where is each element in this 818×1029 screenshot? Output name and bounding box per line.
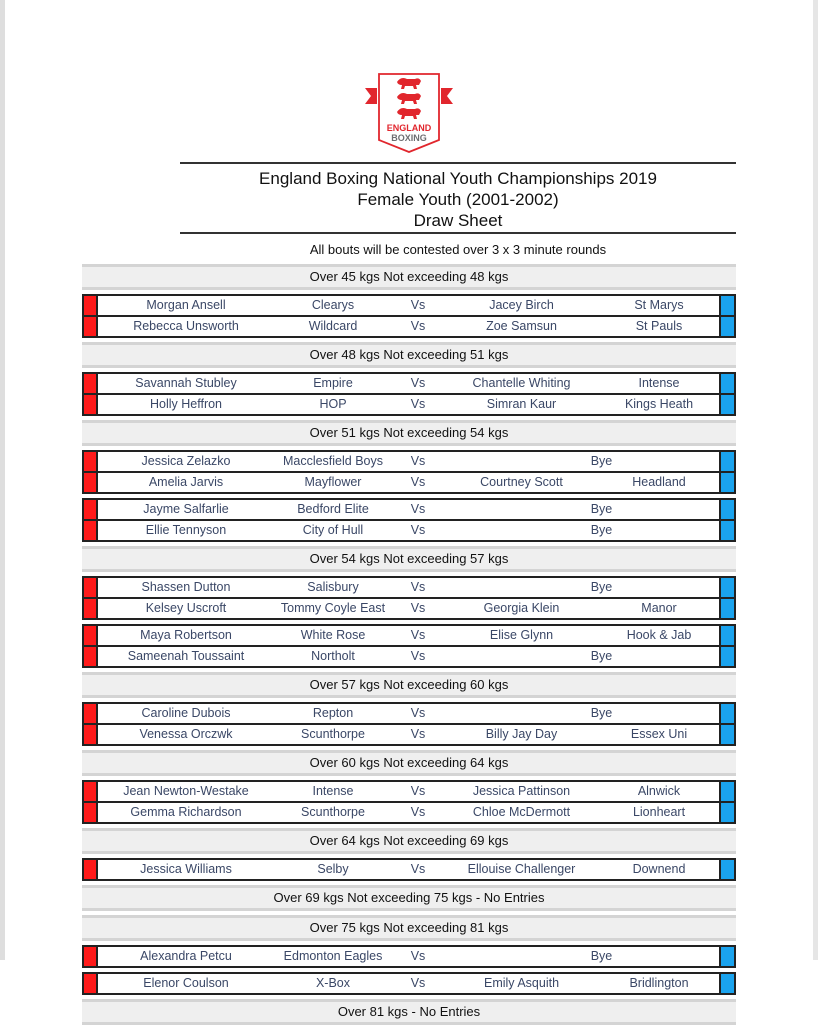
blue-boxer-name: Jacey Birch [489, 298, 554, 312]
vs-label: Vs [410, 580, 426, 594]
bout-row [84, 704, 734, 723]
document-title: England Boxing National Youth Championships 2019 [259, 169, 657, 188]
red-boxer-club: HOP [319, 397, 347, 411]
blue-boxer-name: Chantelle Whiting [472, 376, 571, 390]
red-corner-marker [84, 521, 98, 540]
red-corner-marker [84, 500, 98, 519]
blue-corner-marker [719, 704, 734, 723]
blue-corner-marker [719, 473, 734, 492]
weight-class-header: Over 45 kgs Not exceeding 48 kgs [82, 264, 736, 290]
bout-group [82, 702, 736, 746]
bout-row [84, 947, 734, 966]
red-corner-marker [84, 647, 98, 666]
blue-corner-marker [719, 578, 734, 597]
weight-class-header: Over 57 kgs Not exceeding 60 kgs [82, 672, 736, 698]
bout-group [82, 945, 736, 968]
blue-corner-marker [719, 374, 734, 393]
bye-label: Bye [590, 949, 613, 963]
red-boxer-club: Empire [313, 376, 353, 390]
red-boxer-name: Sameenah Toussaint [127, 649, 245, 663]
vs-label: Vs [410, 397, 426, 411]
red-boxer-name: Elenor Coulson [143, 976, 229, 990]
red-boxer-club: Selby [317, 862, 349, 876]
red-corner-marker [84, 452, 98, 471]
weight-class-header: Over 60 kgs Not exceeding 64 kgs [82, 750, 736, 776]
vs-label: Vs [410, 805, 426, 819]
bout-group [82, 450, 736, 494]
blue-boxer-name: Jessica Pattinson [472, 784, 571, 798]
red-boxer-name: Holly Heffron [149, 397, 223, 411]
red-boxer-club: White Rose [300, 628, 366, 642]
blue-corner-marker [719, 296, 734, 315]
vs-label: Vs [410, 727, 426, 741]
red-boxer-name: Shassen Dutton [141, 580, 231, 594]
blue-corner-marker [719, 599, 734, 618]
bout-row [84, 296, 734, 315]
red-boxer-name: Alexandra Petcu [140, 949, 232, 963]
red-corner-marker [84, 725, 98, 744]
vs-label: Vs [410, 454, 426, 468]
red-boxer-name: Savannah Stubley [135, 376, 237, 390]
vs-label: Vs [410, 475, 426, 489]
blue-corner-marker [719, 947, 734, 966]
red-boxer-club: Northolt [311, 649, 355, 663]
blue-boxer-name: Elise Glynn [489, 628, 554, 642]
red-boxer-club: Clearys [311, 298, 355, 312]
blue-boxer-club: Hook & Jab [626, 628, 692, 642]
bye-label: Bye [590, 580, 613, 594]
blue-boxer-club: Downend [632, 862, 686, 876]
vs-label: Vs [410, 706, 426, 720]
weight-class-header: Over 54 kgs Not exceeding 57 kgs [82, 546, 736, 572]
red-boxer-club: Scunthorpe [301, 727, 365, 741]
blue-corner-marker [719, 860, 734, 879]
sheet-name: Draw Sheet [413, 211, 503, 230]
vs-label: Vs [410, 502, 426, 516]
bye-label: Bye [590, 649, 613, 663]
blue-corner-marker [719, 782, 734, 801]
vs-label: Vs [410, 376, 426, 390]
red-boxer-name: Morgan Ansell [146, 298, 226, 312]
bye-label: Bye [590, 706, 613, 720]
weight-class-header: Over 64 kgs Not exceeding 69 kgs [82, 828, 736, 854]
bout-group [82, 576, 736, 620]
blue-corner-marker [719, 452, 734, 471]
vs-label: Vs [410, 949, 426, 963]
bout-row [84, 519, 734, 540]
red-boxer-name: Gemma Richardson [130, 805, 242, 819]
bye-label: Bye [590, 523, 613, 537]
england-boxing-logo [363, 70, 455, 154]
bout-row [84, 860, 734, 879]
bout-row [84, 723, 734, 744]
document-subtitle: Female Youth (2001-2002) [357, 190, 559, 209]
red-boxer-name: Jean Newton-Westake [123, 784, 249, 798]
blue-boxer-club: Headland [632, 475, 686, 489]
vs-label: Vs [410, 976, 426, 990]
blue-boxer-name: Ellouise Challenger [467, 862, 576, 876]
vs-label: Vs [410, 319, 426, 333]
red-boxer-name: Jessica Zelazko [141, 454, 231, 468]
blue-boxer-club: St Pauls [635, 319, 683, 333]
weight-class-header: Over 48 kgs Not exceeding 51 kgs [82, 342, 736, 368]
vs-label: Vs [410, 862, 426, 876]
blue-boxer-name: Georgia Klein [483, 601, 560, 615]
logo-text-england: ENGLAND [386, 123, 432, 133]
blue-boxer-club: Intense [638, 376, 680, 390]
page-edge-left [0, 0, 5, 960]
red-corner-marker [84, 626, 98, 645]
draw-sheet [82, 264, 736, 1029]
blue-boxer-name: Simran Kaur [486, 397, 557, 411]
bout-group [82, 372, 736, 416]
blue-corner-marker [719, 317, 734, 336]
bout-row [84, 452, 734, 471]
red-boxer-club: City of Hull [302, 523, 364, 537]
blue-corner-marker [719, 500, 734, 519]
red-boxer-name: Venessa Orczwk [139, 727, 233, 741]
bout-group [82, 972, 736, 995]
vs-label: Vs [410, 298, 426, 312]
bout-row [84, 782, 734, 801]
weight-class-header: Over 81 kgs - No Entries [82, 999, 736, 1025]
bout-row [84, 578, 734, 597]
blue-boxer-name: Courtney Scott [480, 475, 563, 489]
red-boxer-club: Scunthorpe [301, 805, 365, 819]
bout-row [84, 597, 734, 618]
red-corner-marker [84, 860, 98, 879]
blue-boxer-club: Bridlington [629, 976, 689, 990]
blue-boxer-name: Emily Asquith [483, 976, 560, 990]
blue-boxer-club: Manor [641, 601, 677, 615]
red-boxer-name: Rebecca Unsworth [133, 319, 239, 333]
red-corner-marker [84, 599, 98, 618]
red-corner-marker [84, 395, 98, 414]
bout-row [84, 645, 734, 666]
vs-label: Vs [410, 523, 426, 537]
red-corner-marker [84, 947, 98, 966]
blue-boxer-club: Kings Heath [624, 397, 694, 411]
logo-text-boxing: BOXING [391, 133, 427, 143]
red-boxer-name: Jayme Salfarlie [143, 502, 229, 516]
red-boxer-name: Caroline Dubois [141, 706, 231, 720]
red-boxer-club: Salisbury [307, 580, 359, 594]
rounds-note: All bouts will be contested over 3 x 3 minute rounds [309, 242, 607, 257]
red-corner-marker [84, 578, 98, 597]
bout-row [84, 374, 734, 393]
bye-label: Bye [590, 454, 613, 468]
bout-row [84, 315, 734, 336]
blue-boxer-name: Zoe Samsun [486, 319, 557, 333]
red-corner-marker [84, 704, 98, 723]
red-corner-marker [84, 803, 98, 822]
blue-corner-marker [719, 626, 734, 645]
bout-group [82, 858, 736, 881]
blue-boxer-club: St Marys [634, 298, 684, 312]
red-boxer-club: Tommy Coyle East [280, 601, 386, 615]
bout-row [84, 500, 734, 519]
bout-row [84, 393, 734, 414]
blue-corner-marker [719, 521, 734, 540]
blue-corner-marker [719, 647, 734, 666]
bout-row [84, 626, 734, 645]
red-boxer-club: Bedford Elite [297, 502, 369, 516]
red-boxer-club: X-Box [315, 976, 351, 990]
blue-corner-marker [719, 395, 734, 414]
blue-boxer-club: Essex Uni [630, 727, 688, 741]
weight-class-header: Over 75 kgs Not exceeding 81 kgs [82, 915, 736, 941]
blue-boxer-club: Alnwick [637, 784, 681, 798]
red-boxer-name: Maya Robertson [140, 628, 232, 642]
lions-icon [397, 78, 421, 119]
vs-label: Vs [410, 649, 426, 663]
blue-corner-marker [719, 803, 734, 822]
bye-label: Bye [590, 502, 613, 516]
blue-corner-marker [719, 725, 734, 744]
bout-group [82, 780, 736, 824]
red-boxer-club: Intense [312, 784, 354, 798]
red-boxer-club: Macclesfield Boys [282, 454, 384, 468]
bout-row [84, 801, 734, 822]
blue-boxer-club: Lionheart [632, 805, 686, 819]
bout-group [82, 498, 736, 542]
red-corner-marker [84, 782, 98, 801]
red-boxer-name: Jessica Williams [140, 862, 232, 876]
weight-class-header: Over 69 kgs Not exceeding 75 kgs - No Entries [82, 885, 736, 911]
blue-corner-marker [719, 974, 734, 993]
red-boxer-club: Mayflower [304, 475, 362, 489]
weight-class-header: Over 51 kgs Not exceeding 54 kgs [82, 420, 736, 446]
red-boxer-name: Kelsey Uscroft [145, 601, 227, 615]
blue-boxer-name: Billy Jay Day [485, 727, 558, 741]
red-corner-marker [84, 374, 98, 393]
red-corner-marker [84, 473, 98, 492]
red-boxer-club: Edmonton Eagles [283, 949, 383, 963]
vs-label: Vs [410, 601, 426, 615]
red-boxer-club: Wildcard [308, 319, 358, 333]
red-boxer-name: Ellie Tennyson [145, 523, 227, 537]
page-edge-right [813, 0, 818, 960]
red-boxer-club: Repton [312, 706, 354, 720]
blue-boxer-name: Chloe McDermott [472, 805, 571, 819]
bout-group [82, 624, 736, 668]
red-corner-marker [84, 317, 98, 336]
red-boxer-name: Amelia Jarvis [148, 475, 224, 489]
bout-row [84, 471, 734, 492]
red-corner-marker [84, 296, 98, 315]
vs-label: Vs [410, 628, 426, 642]
bout-row [84, 974, 734, 993]
vs-label: Vs [410, 784, 426, 798]
bout-group [82, 294, 736, 338]
title-block [180, 162, 736, 234]
red-corner-marker [84, 974, 98, 993]
